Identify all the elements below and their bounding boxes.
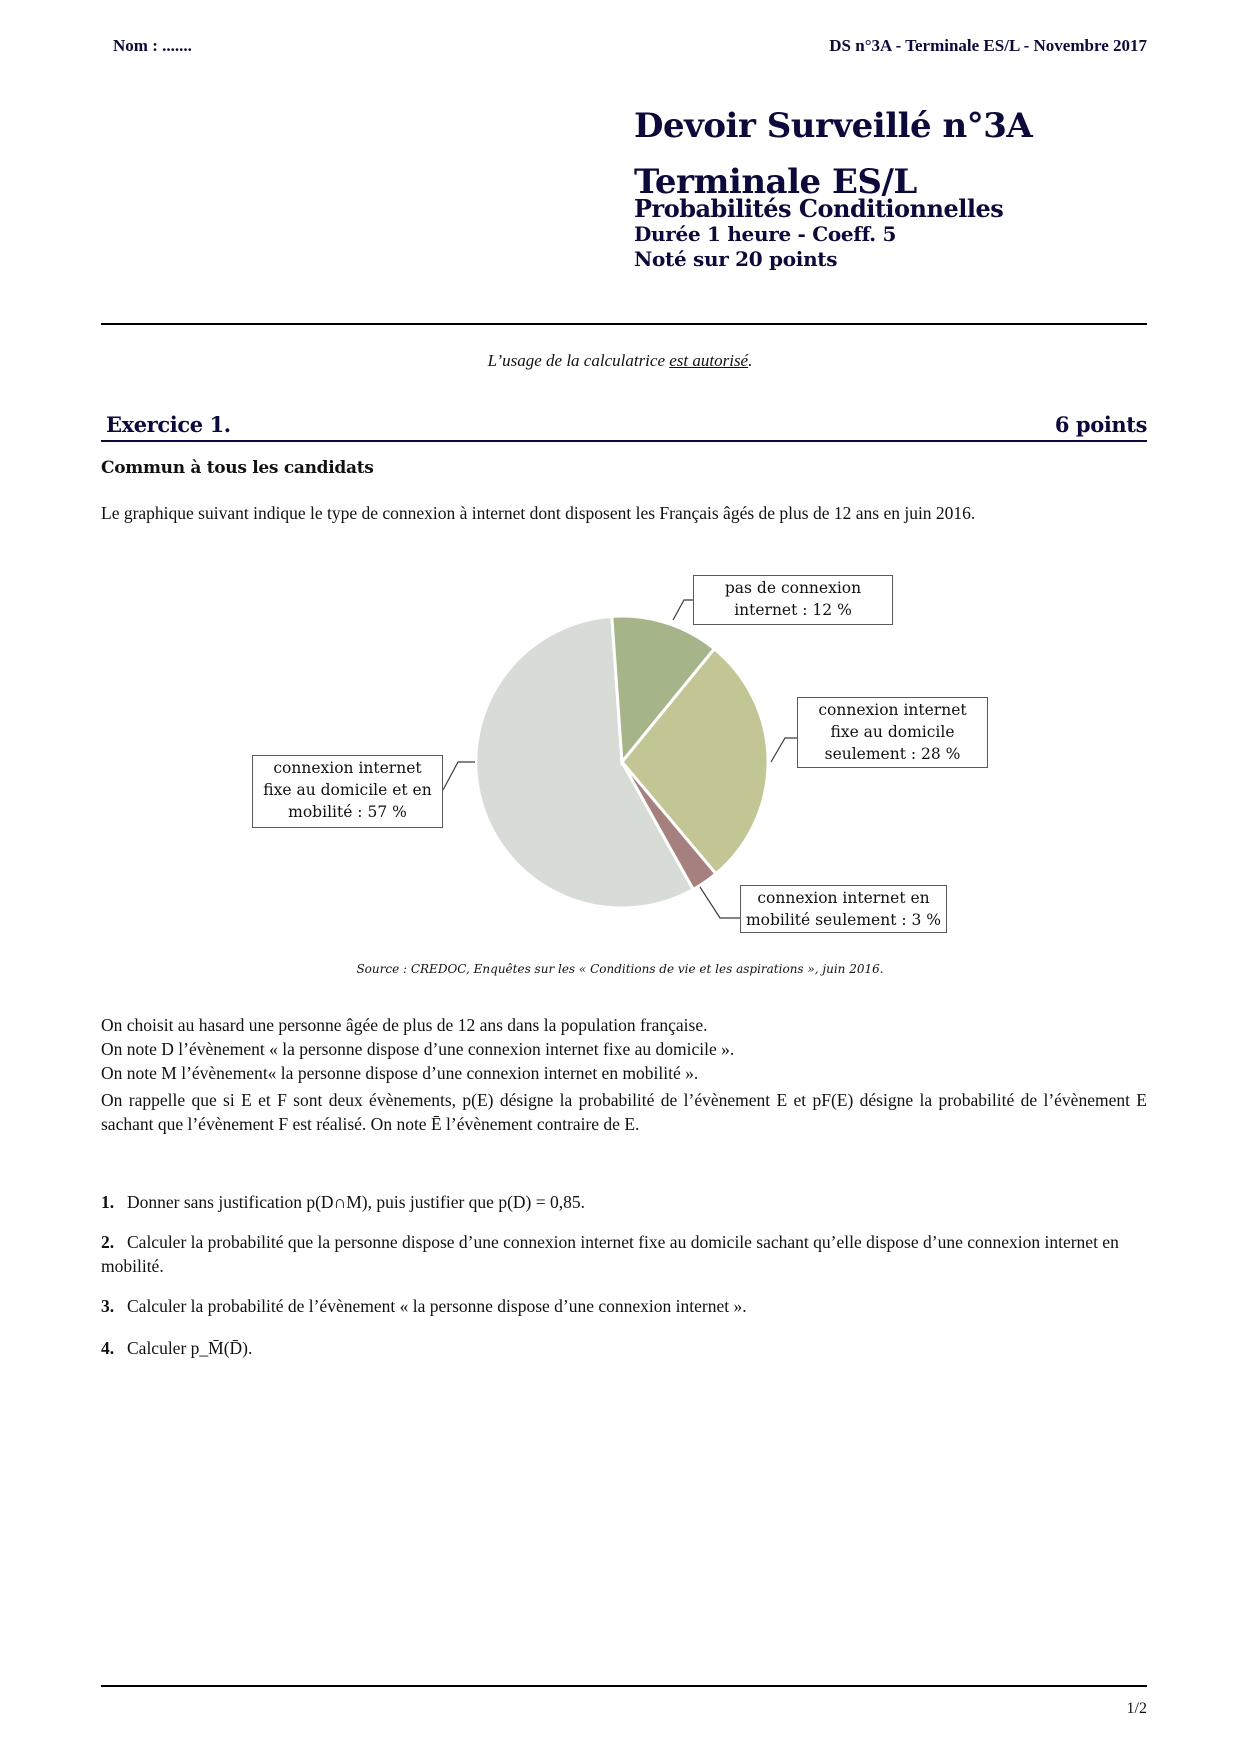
chart-source: Source : CREDOC, Enquêtes sur les « Conditions de vie et les aspirations », juin 2016. — [356, 962, 884, 976]
page-number: 1/2 — [1126, 1700, 1147, 1717]
label-both-line-2: fixe au domicile et en — [263, 781, 432, 799]
question-text: Calculer p_M̄(D̄). — [127, 1338, 253, 1358]
question-4 — [101, 1336, 1147, 1360]
label-both-line-3: mobilité : 57 % — [288, 803, 407, 821]
leader-line-mobile-only — [700, 887, 740, 918]
label-mobile-only — [740, 885, 947, 933]
pie-chart — [0, 560, 1240, 960]
exercise-points: 6 points — [1054, 412, 1147, 437]
label-none — [693, 575, 893, 625]
context-line-3: On note M l’évènement« la personne dispose d’une connexion internet en mobilité ». — [101, 1063, 699, 1083]
title-block — [634, 106, 1032, 272]
question-text: Calculer la probabilité de l’évènement « la personne dispose d’une connexion internet ». — [127, 1296, 747, 1316]
duration: Durée 1 heure - Coeff. 5 — [634, 222, 897, 246]
label-mobile-only-line-1: connexion internet en — [757, 889, 930, 907]
calculator-note-emphasis: est autorisé — [669, 351, 749, 370]
calculator-note — [0, 351, 1240, 371]
context-line-1: On choisit au hasard une personne âgée de plus de 12 ans dans la population française. — [101, 1015, 708, 1035]
grading: Noté sur 20 points — [634, 247, 838, 271]
exercise-title: Exercice 1. — [106, 412, 231, 437]
label-mobile-only-line-2: mobilité seulement : 3 % — [745, 911, 942, 929]
name-field-label: Nom : ....... — [113, 36, 192, 55]
course-info: DS n°3A - Terminale ES/L - Novembre 2017 — [829, 36, 1147, 55]
question-2 — [101, 1230, 1147, 1278]
label-fixed-only-line-1: connexion internet — [818, 701, 967, 719]
calculator-note-prefix: L’usage de la calculatrice — [487, 351, 670, 370]
header-divider — [101, 323, 1147, 325]
page-title: Devoir Surveillé n°3A — [634, 106, 1033, 146]
pie-chart-svg — [0, 560, 1240, 960]
leader-line-none — [673, 600, 693, 620]
label-none-line-2: internet : 12 % — [734, 601, 852, 619]
label-fixed-only-line-3: seulement : 28 % — [824, 745, 961, 763]
question-number: 2. — [101, 1232, 115, 1252]
leader-line-both — [443, 762, 475, 790]
context-line-2: On note D l’évènement « la personne dispose d’une connexion internet fixe au domicile ». — [101, 1039, 735, 1059]
label-none-line-1: pas de connexion — [724, 579, 862, 597]
label-fixed-only — [797, 697, 988, 768]
question-number: 4. — [101, 1338, 115, 1358]
label-fixed-only-line-2: fixe au domicile — [830, 723, 955, 741]
footer-divider — [101, 1685, 1147, 1687]
label-both-line-1: connexion internet — [273, 759, 422, 777]
exercise-divider — [101, 440, 1147, 442]
calculator-note-suffix: . — [748, 351, 753, 370]
exercise-intro: Le graphique suivant indique le type de connexion à internet dont disposent les Français âgés de plus de 12 ans en juin 2016. — [101, 503, 976, 523]
label-both — [252, 755, 443, 828]
question-number: 3. — [101, 1296, 115, 1316]
question-number: 1. — [101, 1192, 115, 1212]
question-text: Donner sans justification p(D∩M), puis justifier que p(D) = 0,85. — [127, 1192, 585, 1212]
reminder-paragraph: On rappelle que si E et F sont deux évènements, p(E) désigne la probabilité de l’évènement E et pF(E) désigne la probabilité de l’évènement E sachant que l’évènement F est réalisé. On note Ē l’évènement contraire de E. — [101, 1090, 1147, 1134]
question-text: Calculer la probabilité que la personne dispose d’une connexion internet fixe au domicile sachant qu’elle dispose d’une connexion internet en mobilité. — [101, 1232, 1119, 1276]
exercise-audience: Commun à tous les candidats — [101, 458, 374, 478]
question-3 — [101, 1294, 1147, 1318]
subject: Probabilités Conditionnelles — [634, 194, 1004, 223]
leader-line-fixed-only — [771, 738, 797, 762]
class-name: Terminale ES/L — [634, 162, 917, 202]
question-1 — [101, 1190, 1147, 1214]
